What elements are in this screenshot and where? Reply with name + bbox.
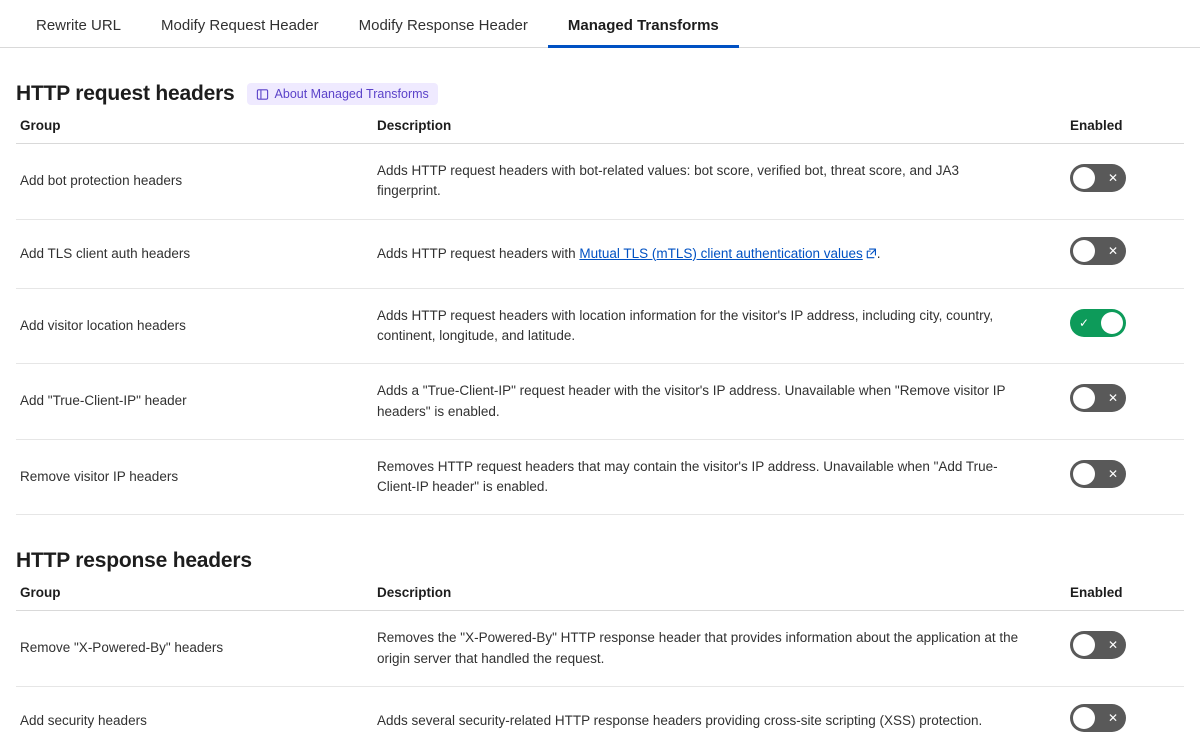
tab-managed-transforms[interactable]: Managed Transforms — [548, 18, 739, 48]
toggle-knob — [1073, 167, 1095, 189]
row-description: Adds HTTP request headers with location information for the visitor's IP address, including city, country, continent, longitude, and latitude. — [371, 288, 1064, 364]
table-row — [16, 686, 1184, 742]
row-description — [371, 219, 1064, 288]
toggle-knob — [1073, 634, 1095, 656]
book-icon — [256, 88, 269, 101]
tab-modify-response-header[interactable]: Modify Response Header — [358, 17, 528, 34]
toggle-off-icon: ✕ — [1107, 710, 1118, 725]
toggle-on-icon: ✓ — [1079, 315, 1090, 330]
toggle-off-icon: ✕ — [1107, 243, 1118, 258]
section-title-http-response-headers: HTTP response headers — [16, 549, 252, 573]
mtls-docs-link[interactable]: Mutual TLS (mTLS) client authentication values — [579, 245, 863, 261]
row-group-label: Remove "X-Powered-By" headers — [16, 611, 371, 687]
toggle-add-true-client-ip-header[interactable] — [1070, 384, 1126, 412]
row-description: Adds HTTP request headers with bot-related values: bot score, verified bot, threat score, and JA3 fingerprint. — [371, 144, 1064, 220]
toggle-add-tls-client-auth-headers[interactable] — [1070, 237, 1126, 265]
toggle-off-icon: ✕ — [1107, 171, 1118, 186]
toggle-off-icon: ✕ — [1107, 638, 1118, 653]
table-row — [16, 611, 1184, 687]
row-group-label: Remove visitor IP headers — [16, 439, 371, 515]
about-managed-transforms-button[interactable] — [247, 83, 438, 105]
column-header-description: Description — [371, 118, 1064, 144]
row-description: Adds several security-related HTTP response headers providing cross-site scripting (XSS) protection. — [371, 686, 1064, 742]
tab-rewrite-url[interactable]: Rewrite URL — [36, 17, 122, 34]
transform-rules-tabs — [0, 0, 1200, 48]
toggle-knob — [1073, 240, 1095, 262]
toggle-knob — [1101, 312, 1123, 334]
toggle-remove-visitor-ip-headers[interactable] — [1070, 460, 1126, 488]
column-header-enabled: Enabled — [1064, 118, 1184, 144]
table-row — [16, 364, 1184, 440]
row-description: Removes the "X-Powered-By" HTTP response header that provides information about the application at the origin server that handled the request. — [371, 611, 1064, 687]
request-headers-section-header — [16, 82, 1184, 106]
toggle-add-bot-protection-headers[interactable] — [1070, 164, 1126, 192]
external-link-icon — [866, 247, 877, 258]
table-row — [16, 144, 1184, 220]
row-description-post: . — [876, 245, 881, 261]
table-row — [16, 288, 1184, 364]
toggle-knob — [1073, 387, 1095, 409]
request-headers-table — [16, 118, 1184, 515]
about-pill-label: About Managed Transforms — [274, 87, 429, 101]
response-headers-section-header — [16, 549, 1184, 573]
column-header-group: Group — [16, 118, 371, 144]
row-description-pre: Adds HTTP request headers with — [377, 245, 580, 261]
toggle-add-security-headers[interactable] — [1070, 704, 1126, 732]
tab-modify-request-header[interactable]: Modify Request Header — [161, 17, 319, 34]
row-description: Removes HTTP request headers that may contain the visitor's IP address. Unavailable when "Add True-Client-IP header" is enabled. — [371, 439, 1064, 515]
toggle-add-visitor-location-headers[interactable] — [1070, 309, 1126, 337]
toggle-knob — [1073, 463, 1095, 485]
column-header-enabled: Enabled — [1064, 585, 1184, 611]
table-row — [16, 439, 1184, 515]
column-header-description: Description — [371, 585, 1064, 611]
section-title-http-request-headers: HTTP request headers — [16, 82, 235, 105]
table-row — [16, 219, 1184, 288]
table-header-row — [16, 118, 1184, 144]
row-group-label: Add visitor location headers — [16, 288, 371, 364]
row-group-label: Add bot protection headers — [16, 144, 371, 220]
toggle-remove-x-powered-by-headers[interactable] — [1070, 631, 1126, 659]
column-header-group: Group — [16, 585, 371, 611]
row-group-label: Add TLS client auth headers — [16, 219, 371, 288]
row-group-label: Add security headers — [16, 686, 371, 742]
toggle-knob — [1073, 707, 1095, 729]
toggle-off-icon: ✕ — [1107, 466, 1118, 481]
toggle-off-icon: ✕ — [1107, 391, 1118, 406]
table-header-row — [16, 585, 1184, 611]
response-headers-table — [16, 585, 1184, 742]
row-group-label: Add "True-Client-IP" header — [16, 364, 371, 440]
row-description: Adds a "True-Client-IP" request header with the visitor's IP address. Unavailable when "Remove visitor IP headers" is enabled. — [371, 364, 1064, 440]
managed-transforms-content — [0, 82, 1200, 742]
